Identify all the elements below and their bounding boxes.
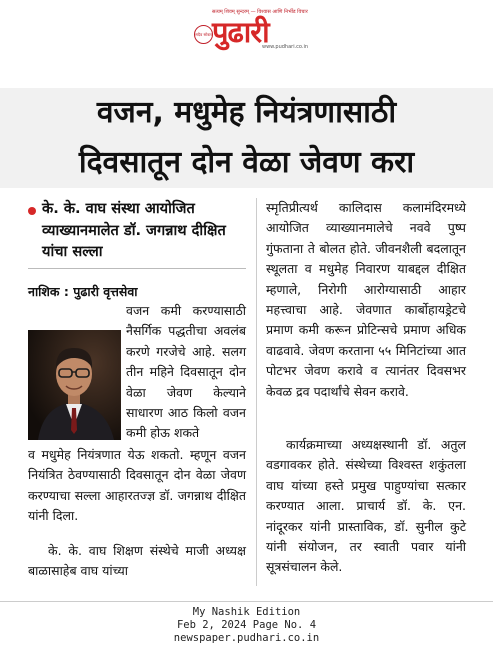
footer-divider (0, 601, 493, 602)
paragraph-4: कार्यक्रमाच्या अध्यक्षस्थानी डॉ. अतुल वडगावकर होते. संस्थेच्या विश्वस्त शकुंतला वाघ यांच्या हस्ते प्रमुख पाहुण्यांचा सत्कार करण्यात आला. प्राचार्य डॉ. के. एन. नांदूरकर यांनी प्रास्ताविक, डॉ. सुनील कुटे यांनी संयोजन, तर स्वाती पवार यांनी सूत्रसंचालन केले. (266, 437, 466, 575)
column-divider (256, 198, 257, 586)
headline-line-1: वजन, मधुमेह नियंत्रणासाठी (96, 95, 397, 130)
paragraph-3: स्मृतिप्रीत्यर्थ कालिदास कलामंदिरमध्ये आयोजित व्याख्यानमालेचे नववे पुष्प गुंफताना ते बोलत होते. जीवनशैली बदलातून स्थूलता व मधुमेह निवारण याबद्दल दीक्षित म्हणाले, निरोगी आरोग्यासाठी आहार महत्त्वाचा आहे. जेवणात कार्बोहायड्रेटचे प्रमाण कमी करून प्रोटिन्सचे प्रमाण अधिक वाढवावे. जेवण करताना ५५ मिनिटांच्या आत पोटभर जेवण करावे व त्यानंतर दिवसभर केवळ द्रव पदार्थांचे सेवन करावे. (266, 200, 466, 399)
bullet-icon (28, 207, 36, 215)
divider (28, 268, 246, 269)
date-page-label: Feb 2, 2024 Page No. 4 (176, 619, 317, 631)
paragraph-1-full: व मधुमेह नियंत्रणात येऊ शकतो. म्हणून वजन नियंत्रित ठेवण्यासाठी दिवसातून दोन वेळा जेवण करण्याचा सल्ला आहारतज्ज्ञ डॉ. जगन्नाथ दीक्षित यांनी दिला. (28, 447, 246, 524)
logo-url: www.pudhari.co.in (262, 44, 309, 50)
logo-tagline: सत्यम् शिवम् सुन्दरम् — विश्वास आणि निर्भीड विचार (212, 9, 308, 15)
paragraph-2: के. के. वाघ शिक्षण संस्थेचे माजी अध्यक्ष बाळासाहेब वाघ यांच्या (28, 543, 246, 579)
masthead (0, 0, 493, 62)
newspaper-logo: पुढारी (212, 15, 269, 49)
byline: नाशिक : पुढारी वृत्तसेवा (28, 284, 138, 299)
edition-label: My Nashik Edition (192, 606, 301, 618)
paragraph-1-narrow: वजन कमी करण्यासाठी नैसर्गिक पद्धतीचा अवलंब करणे गरजेचे आहे. सलग तीन महिने दिवसातून दोन वेळा जेवण केल्याने साधारण आठ किलो वजन कमी होऊ शकते (126, 303, 246, 441)
site-label: newspaper.pudhari.co.in (173, 632, 320, 644)
headline-line-2: दिवसातून दोन वेळा जेवण करा (78, 145, 415, 180)
subheadline: के. के. वाघ संस्था आयोजित व्याख्यानमालेत डॉ. जगन्नाथ दीक्षित यांचा सल्ला (42, 200, 226, 260)
speaker-photo (28, 330, 121, 440)
logo-emblem: सदैव सोबत (194, 25, 213, 44)
